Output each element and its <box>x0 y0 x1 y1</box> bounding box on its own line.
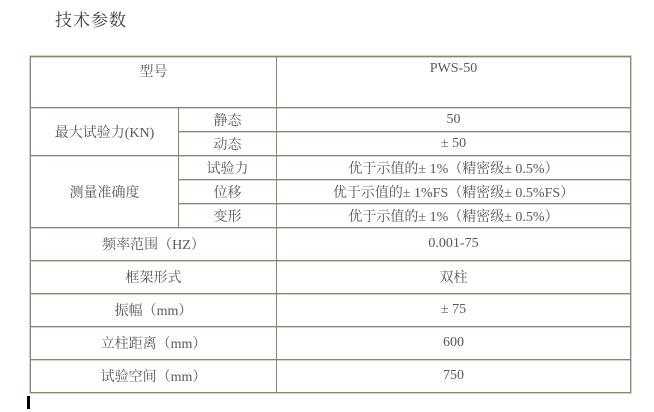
model-label-cell: 型号 <box>31 57 277 108</box>
dynamic-value-cell: ± 50 <box>277 132 631 156</box>
accuracy-force-label-cell: 试验力 <box>179 156 277 180</box>
column-distance-label-cell: 立柱距离（mm） <box>31 327 277 360</box>
static-value-cell: 50 <box>277 108 631 132</box>
column-distance-value-cell: 600 <box>277 327 631 360</box>
table-row-frame <box>31 261 631 294</box>
spec-table-grid <box>30 56 631 393</box>
table-row-amplitude <box>31 294 631 327</box>
frame-value-cell: 双柱 <box>277 261 631 294</box>
table-row-frequency <box>31 228 631 261</box>
amplitude-label-cell: 振幅（mm） <box>31 294 277 327</box>
table-row-static <box>31 108 631 132</box>
table-row-model <box>31 57 631 108</box>
page-title: 技术参数 <box>55 11 127 30</box>
test-space-value-cell: 750 <box>277 360 631 393</box>
spec-table <box>29 55 632 394</box>
frequency-label-cell: 频率范围（HZ） <box>31 228 277 261</box>
test-space-label-cell: 试验空间（mm） <box>31 360 277 393</box>
frequency-value-cell: 0.001-75 <box>277 228 631 261</box>
table-row-test-space <box>31 360 631 393</box>
accuracy-deformation-value-cell: 优于示值的± 1%（精密级± 0.5%） <box>277 204 631 228</box>
frame-label-cell: 框架形式 <box>31 261 277 294</box>
dynamic-label-cell: 动态 <box>179 132 277 156</box>
model-value-cell: PWS-50 <box>277 57 631 108</box>
static-label-cell: 静态 <box>179 108 277 132</box>
accuracy-displacement-label-cell: 位移 <box>179 180 277 204</box>
amplitude-value-cell: ± 75 <box>277 294 631 327</box>
table-row-accuracy-force <box>31 156 631 180</box>
table-row-column-distance <box>31 327 631 360</box>
text-cursor <box>27 396 30 409</box>
accuracy-deformation-label-cell: 变形 <box>179 204 277 228</box>
accuracy-displacement-value-cell: 优于示值的± 1%FS（精密级± 0.5%FS） <box>277 180 631 204</box>
accuracy-force-value-cell: 优于示值的± 1%（精密级± 0.5%） <box>277 156 631 180</box>
accuracy-group-cell: 测量准确度 <box>31 156 179 228</box>
max-force-group-cell: 最大试验力(KN) <box>31 108 179 156</box>
